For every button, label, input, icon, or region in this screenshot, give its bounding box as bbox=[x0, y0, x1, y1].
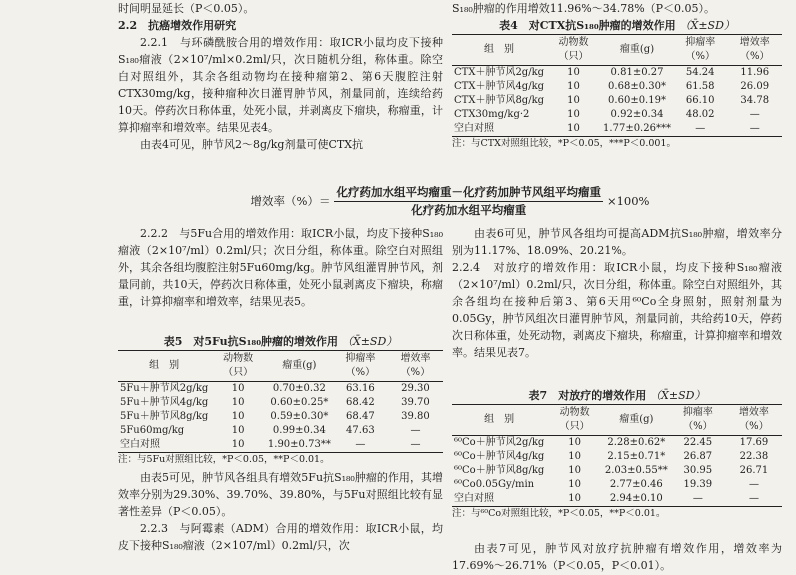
header-cell: 抑瘤率（%） bbox=[333, 351, 388, 382]
header-cell: 抑瘤率（%） bbox=[670, 405, 726, 436]
table-cell: 48.02 bbox=[685, 109, 715, 120]
table-cell: 68.47 bbox=[346, 411, 375, 422]
paragraph-2-2-3: 2.2.3 与阿霉素（ADM）合用的增效作用：取ICR小鼠，均皮下接种S₁₈₀瘤液（2×107/ml）0.2ml/只，次 bbox=[118, 522, 443, 552]
table-cell: 11.96 bbox=[740, 67, 770, 78]
table-cell: CTX＋肿节风4g/kg bbox=[454, 81, 545, 92]
table-cell: 10 bbox=[567, 95, 580, 106]
table-cell: — bbox=[749, 109, 760, 120]
table-cell: 10 bbox=[567, 109, 580, 120]
table-cell: 0.60±0.25* bbox=[270, 397, 329, 408]
table-cell: 10 bbox=[546, 122, 601, 137]
table-cell: 26.87 bbox=[683, 451, 713, 462]
table-cell: — bbox=[670, 492, 726, 507]
table-cell: 5Fu＋肿节风2g/kg bbox=[120, 383, 209, 394]
section-heading: 2.2 抗癌增效作用研究 bbox=[118, 19, 237, 32]
table-row bbox=[452, 66, 782, 81]
table-header-row bbox=[118, 351, 443, 382]
table-row bbox=[118, 424, 443, 438]
table-cell: 2.28±0.62* bbox=[607, 437, 666, 448]
paragraph-table6-result: 由表6可见，肿节风各组均可提高ADM抗S₁₈₀肿瘤，增效率分别为11.17%、18.09%、20.21%。 bbox=[452, 227, 782, 257]
header-cell: 增效率（%） bbox=[726, 405, 782, 436]
table-cell: 63.16 bbox=[346, 383, 375, 394]
table-cell: 0.68±0.30* bbox=[608, 81, 666, 92]
table-cell: 2.77±0.46 bbox=[609, 479, 663, 490]
table-5 bbox=[118, 333, 443, 467]
table-cell: 26.71 bbox=[739, 465, 769, 476]
table-row bbox=[452, 122, 782, 137]
table-cell: — bbox=[748, 479, 759, 490]
table-caption: 表7 对放疗的增效作用 （X̄±SD） bbox=[528, 389, 706, 402]
table-note: 注：与⁶⁰Co对照组比较，*P＜0.05，**P＜0.01。 bbox=[452, 508, 666, 519]
synergy-formula bbox=[118, 184, 782, 219]
table-cell: 10 bbox=[546, 492, 603, 507]
table-cell: 10 bbox=[567, 81, 580, 92]
table-cell: 0.99±0.34 bbox=[272, 425, 326, 436]
table-row bbox=[452, 94, 782, 108]
formula-denominator: 化疗药加水组平均瘤重 bbox=[411, 203, 527, 217]
table-note: 注：与CTX对照组比较，*P＜0.05，***P＜0.001。 bbox=[452, 138, 677, 149]
table-cell: — bbox=[727, 122, 782, 137]
table-cell: 29.30 bbox=[401, 383, 430, 394]
table-7 bbox=[452, 387, 782, 521]
paragraph-2-2-1: 2.2.1 与环磷酰胺合用的增效作用：取ICR小鼠均皮下接种S₁₈₀瘤液（2×10⁷/ml×0.2ml/只，次日随机分组，称体重。除空白对照组外，其余各组动物均在接种瘤第2、第6天腹腔注射CTX30mg/kg，接种瘤种次日灌胃肿节风，剂量同前，连续给药10天。停药次日称体重，处死小鼠，并剥离皮下瘤块，称瘤重，计算抑瘤率和增效率。结果见表4。 bbox=[118, 36, 443, 134]
header-cell: 动物数（只） bbox=[210, 351, 266, 382]
table-cell: 2.03±0.55** bbox=[604, 465, 668, 476]
table-cell: 10 bbox=[231, 383, 245, 394]
table-row bbox=[452, 492, 782, 507]
table-cell: ⁶⁰Co0.05Gy/min bbox=[454, 479, 535, 490]
table-caption: 表5 对5Fu抗S₁₈₀肿瘤的增效作用 （X̄±SD） bbox=[163, 335, 398, 348]
table-cell: 10 bbox=[568, 451, 581, 462]
formula-lhs: 增效率（%）＝ bbox=[250, 194, 331, 208]
right-column-middle bbox=[452, 225, 782, 361]
table-cell: — bbox=[388, 438, 443, 453]
table-row bbox=[452, 80, 782, 94]
paragraph-2-2-2: 2.2.2 与5Fu合用的增效作用：取ICR小鼠，均皮下接种S₁₈₀瘤液（2×10⁷/ml）0.2ml/只；次日分组，称体重。除空白对照组外，其余各组均腹腔注射5Fu60mg/kg。肿节风组灌胃肿节风，剂量同前，共10天，停药次日称体重，处死小鼠剥离皮下瘤块，称瘤重，计算抑瘤率和增效率，结果见表5。 bbox=[118, 227, 443, 308]
paragraph-table4-result: 由表4可见，肿节风2～8g/kg剂量可使CTX抗 bbox=[140, 138, 364, 151]
table-cell: 2.94±0.10 bbox=[603, 492, 670, 507]
table-cell: ⁶⁰Co＋肿节风2g/kg bbox=[454, 437, 545, 448]
data-table bbox=[452, 34, 782, 137]
paragraph-table7-result: 由表7可见，肿节风对放疗抗肿瘤有增效作用，增效率为17.69%～26.71%（P＜0.05，P＜0.01）。 bbox=[452, 542, 782, 572]
table-cell: ⁶⁰Co＋肿节风8g/kg bbox=[454, 465, 545, 476]
table-cell: 空白对照 bbox=[452, 122, 546, 137]
formula-rhs: ×100% bbox=[606, 194, 650, 208]
table-cell: 61.58 bbox=[685, 81, 715, 92]
header-cell: 抑瘤率（%） bbox=[673, 35, 728, 66]
left-column-bottom bbox=[118, 469, 443, 554]
table-cell: 10 bbox=[231, 397, 245, 408]
table-caption: 表4 对CTX抗S₁₈₀肿瘤的增效作用 （X̄±SD） bbox=[499, 19, 735, 32]
table-cell: ⁶⁰Co＋肿节风4g/kg bbox=[454, 451, 545, 462]
table-row bbox=[452, 436, 782, 451]
table-4 bbox=[452, 17, 782, 151]
table-cell: 1.90±0.73** bbox=[266, 438, 333, 453]
table-cell: 10 bbox=[567, 67, 580, 78]
table-cell: 5Fu＋肿节风4g/kg bbox=[120, 397, 209, 408]
table-cell: — bbox=[410, 425, 421, 436]
left-column bbox=[118, 0, 443, 153]
table-cell: 0.92±0.34 bbox=[610, 109, 664, 120]
table-cell: 10 bbox=[231, 425, 245, 436]
header-cell: 增效率（%） bbox=[727, 35, 782, 66]
table-cell: 5Fu＋肿节风8g/kg bbox=[120, 411, 209, 422]
table-cell: — bbox=[726, 492, 782, 507]
table-row bbox=[452, 108, 782, 122]
table-cell: 0.70±0.32 bbox=[272, 383, 326, 394]
table-cell: CTX30mg/kg·2 bbox=[454, 109, 530, 120]
table-cell: 39.80 bbox=[401, 411, 430, 422]
table-row bbox=[452, 450, 782, 464]
table-row bbox=[452, 478, 782, 492]
header-cell: 瘤重(g) bbox=[266, 351, 333, 382]
table-cell: CTX＋肿节风2g/kg bbox=[454, 67, 545, 78]
table-cell: 10 bbox=[210, 438, 266, 453]
table-cell: 0.81±0.27 bbox=[610, 67, 664, 78]
right-column-bottom bbox=[452, 540, 782, 574]
table-note: 注：与5Fu对照组比较，*P＜0.05，**P＜0.01。 bbox=[118, 454, 330, 465]
formula-fraction bbox=[334, 184, 603, 219]
header-cell: 组 别 bbox=[118, 351, 210, 382]
table-cell: 空白对照 bbox=[118, 438, 210, 453]
table-cell: 47.63 bbox=[346, 425, 375, 436]
table-cell: 2.15±0.71* bbox=[607, 451, 666, 462]
table-cell: 22.45 bbox=[683, 437, 713, 448]
table-row bbox=[118, 438, 443, 453]
header-cell: 动物数（只） bbox=[546, 405, 603, 436]
table-cell: 0.60±0.19* bbox=[608, 95, 666, 106]
table-cell: 30.95 bbox=[683, 465, 713, 476]
table-row bbox=[118, 382, 443, 397]
data-table bbox=[452, 404, 782, 507]
left-column-lower bbox=[118, 225, 443, 310]
table-cell: — bbox=[673, 122, 728, 137]
paragraph-2-2-4: 2.2.4 对放疗的增效作用：取ICR小鼠，均皮下接种S₁₈₀瘤液（2×10⁷/ml）0.2ml/只，次日分组，称体重。除空白对照组外，其余各组均在接种后第3、第6天用⁶⁰Co全身照射，照射剂量为0.05Gy，肿节风组次日灌胃肿节风，剂量同前，共给药10天，停药次日称体重，处死动物，剥离皮下瘤块，称瘤重，计算抑瘤率和增效率。结果见表7。 bbox=[452, 261, 782, 359]
header-cell: 动物数（只） bbox=[546, 35, 601, 66]
table-cell: 54.24 bbox=[685, 67, 715, 78]
table-cell: 空白对照 bbox=[452, 492, 546, 507]
table-cell: 22.38 bbox=[739, 451, 769, 462]
table-cell: 0.59±0.30* bbox=[270, 411, 329, 422]
table-row bbox=[118, 396, 443, 410]
table-cell: 10 bbox=[568, 479, 581, 490]
table-cell: 66.10 bbox=[685, 95, 715, 106]
header-cell: 瘤重(g) bbox=[603, 405, 670, 436]
formula-numerator: 化疗药加水组平均瘤重－化疗药加肿节风组平均瘤重 bbox=[334, 184, 603, 202]
text-line: 时间明显延长（P＜0.05）。 bbox=[118, 2, 255, 15]
table-cell: 10 bbox=[231, 411, 245, 422]
right-column bbox=[452, 0, 782, 17]
table-cell: 17.69 bbox=[739, 437, 769, 448]
header-cell: 组 别 bbox=[452, 35, 546, 66]
table-header-row bbox=[452, 35, 782, 66]
table-cell: 19.39 bbox=[683, 479, 713, 490]
table-cell: 39.70 bbox=[401, 397, 430, 408]
table-row bbox=[452, 464, 782, 478]
table-cell: 68.42 bbox=[346, 397, 375, 408]
table-cell: 34.78 bbox=[740, 95, 770, 106]
text-line: S₁₈₀肿瘤的作用增效11.96%～34.78%（P＜0.05）。 bbox=[452, 2, 716, 15]
table-cell: 5Fu60mg/kg bbox=[120, 425, 185, 436]
table-header-row bbox=[452, 405, 782, 436]
header-cell: 组 别 bbox=[452, 405, 546, 436]
table-cell: 1.77±0.26*** bbox=[601, 122, 673, 137]
table-row bbox=[118, 410, 443, 424]
table-cell: — bbox=[333, 438, 388, 453]
table-cell: CTX＋肿节风8g/kg bbox=[454, 95, 545, 106]
paragraph-table5-result: 由表5可见，肿节风各组具有增效5Fu抗S₁₈₀肿瘤的作用，其增效率分别为29.30%、39.70%、39.80%，与5Fu对照组比较有显著性差异（P＜0.05）。 bbox=[118, 471, 443, 518]
data-table bbox=[118, 350, 443, 453]
header-cell: 增效率（%） bbox=[388, 351, 443, 382]
table-cell: 10 bbox=[568, 437, 581, 448]
header-cell: 瘤重(g) bbox=[601, 35, 673, 66]
table-cell: 26.09 bbox=[740, 81, 770, 92]
table-cell: 10 bbox=[568, 465, 581, 476]
